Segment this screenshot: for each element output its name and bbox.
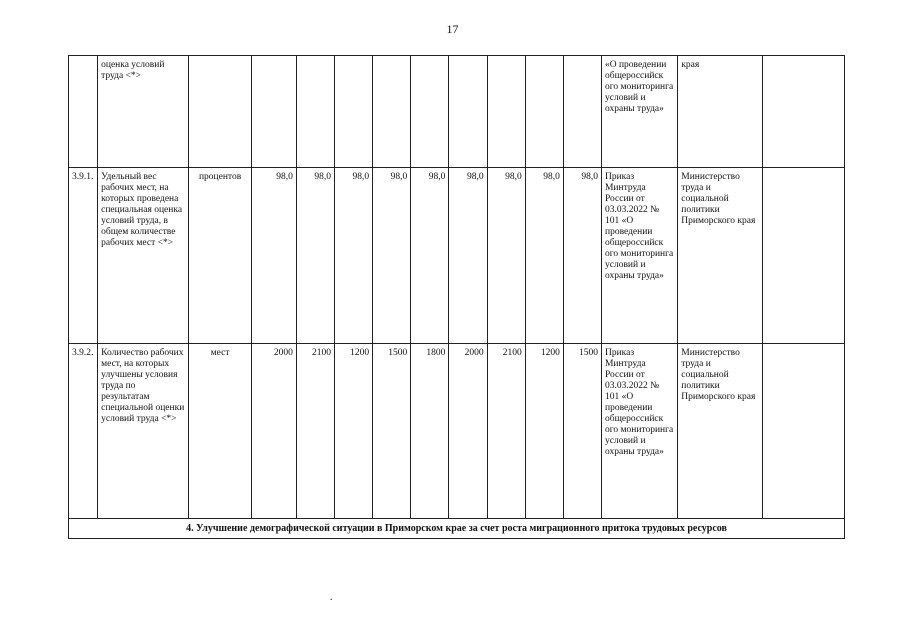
row-value: 98,0 bbox=[373, 168, 411, 344]
section-heading-row bbox=[69, 519, 845, 539]
row-value: 2000 bbox=[251, 344, 296, 519]
row-value: 98,0 bbox=[449, 168, 487, 344]
row-value bbox=[373, 56, 411, 168]
row-legal-basis: Приказ Минтруда России от 03.03.2022 № 101 «О проведении общероссийск ого мониторинга условий и охраны труда» bbox=[601, 168, 677, 344]
row-indicator-name: оценка условий труда <*> bbox=[98, 56, 189, 168]
row-value: 1500 bbox=[373, 344, 411, 519]
row-value bbox=[563, 56, 601, 168]
table-row bbox=[69, 344, 845, 519]
row-value bbox=[449, 56, 487, 168]
row-legal-basis: «О проведении общероссийск ого мониторинга условий и охраны труда» bbox=[601, 56, 677, 168]
row-value: 1800 bbox=[411, 344, 449, 519]
row-executor: Министерство труда и социальной политики Приморского края bbox=[678, 344, 762, 519]
row-code: 3.9.2. bbox=[69, 344, 98, 519]
row-value: 2100 bbox=[296, 344, 334, 519]
row-unit bbox=[189, 56, 251, 168]
stray-mark: . bbox=[330, 592, 333, 603]
row-indicator-name: Количество рабочих мест, на которых улучшены условия труда по результатам специальной оценки условий труда <*> bbox=[98, 344, 189, 519]
row-extra bbox=[762, 344, 844, 519]
row-value: 98,0 bbox=[525, 168, 563, 344]
row-value bbox=[525, 56, 563, 168]
row-value: 98,0 bbox=[563, 168, 601, 344]
row-value: 98,0 bbox=[411, 168, 449, 344]
row-value: 98,0 bbox=[296, 168, 334, 344]
row-value bbox=[335, 56, 373, 168]
row-value: 98,0 bbox=[487, 168, 525, 344]
row-value: 1200 bbox=[335, 344, 373, 519]
indicators-table bbox=[68, 55, 845, 539]
row-value bbox=[296, 56, 334, 168]
row-value: 98,0 bbox=[335, 168, 373, 344]
row-value: 1500 bbox=[563, 344, 601, 519]
page-number: 17 bbox=[446, 22, 459, 36]
table-row bbox=[69, 56, 845, 168]
row-extra bbox=[762, 56, 844, 168]
row-value bbox=[487, 56, 525, 168]
row-value bbox=[251, 56, 296, 168]
row-value: 1200 bbox=[525, 344, 563, 519]
row-legal-basis: Приказ Минтруда России от 03.03.2022 № 101 «О проведении общероссийск ого мониторинга условий и охраны труда» bbox=[601, 344, 677, 519]
section-heading: 4. Улучшение демографической ситуации в Приморском крае за счет роста миграционного притока трудовых ресурсов bbox=[69, 519, 845, 539]
row-value: 98,0 bbox=[251, 168, 296, 344]
row-value bbox=[411, 56, 449, 168]
row-unit: процентов bbox=[189, 168, 251, 344]
row-executor: Министерство труда и социальной политики Приморского края bbox=[678, 168, 762, 344]
row-indicator-name: Удельный вес рабочих мест, на которых проведена специальная оценка условий труда, в общем количестве рабочих мест <*> bbox=[98, 168, 189, 344]
table-row bbox=[69, 168, 845, 344]
row-unit: мест bbox=[189, 344, 251, 519]
row-extra bbox=[762, 168, 844, 344]
row-executor: края bbox=[678, 56, 762, 168]
row-code bbox=[69, 56, 98, 168]
row-value: 2100 bbox=[487, 344, 525, 519]
row-value: 2000 bbox=[449, 344, 487, 519]
row-code: 3.9.1. bbox=[69, 168, 98, 344]
